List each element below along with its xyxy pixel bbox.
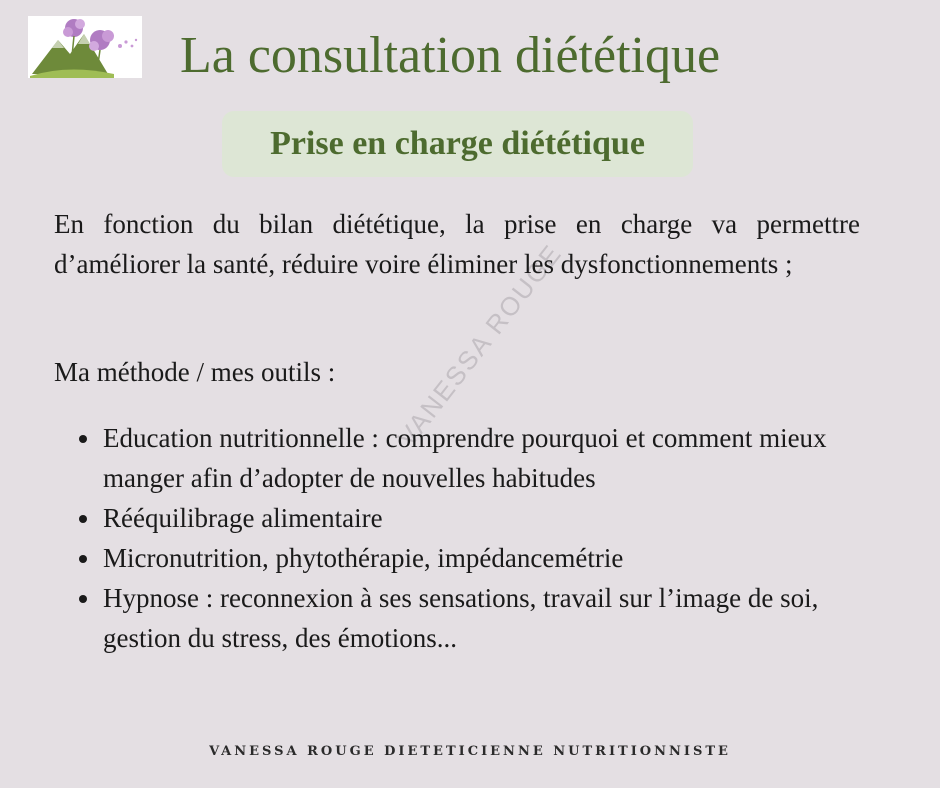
mountain-flowers-logo-icon — [28, 16, 142, 78]
tool-item: Education nutritionnelle : comprendre pourquoi et comment mieux manger afin d’adopter de nouvelles habitudes — [54, 418, 860, 498]
subtitle-badge — [222, 111, 693, 177]
watermark-text: VANESSA ROUGE — [391, 238, 568, 453]
footer-text: VANESSA ROUGE DIETETICIENNE NUTRITIONNISTE — [209, 744, 731, 759]
intro-paragraph: En fonction du bilan diététique, la prise en charge va permettre d’améliorer la santé, réduire voire éliminer les dysfonctionnements ; — [54, 209, 860, 279]
tool-item: Rééquilibrage alimentaire — [54, 498, 860, 538]
tool-item: Hypnose : reconnexion à ses sensations, travail sur l’image de soi, gestion du stress, des émotions... — [54, 578, 860, 658]
logo — [28, 16, 142, 78]
page-title: La consultation diététique — [180, 27, 721, 84]
tool-item: Micronutrition, phytothérapie, impédancemétrie — [54, 538, 860, 578]
subtitle: Prise en charge diététique — [270, 125, 645, 162]
tools-list — [54, 418, 860, 658]
method-heading: Ma méthode / mes outils : — [54, 357, 336, 387]
